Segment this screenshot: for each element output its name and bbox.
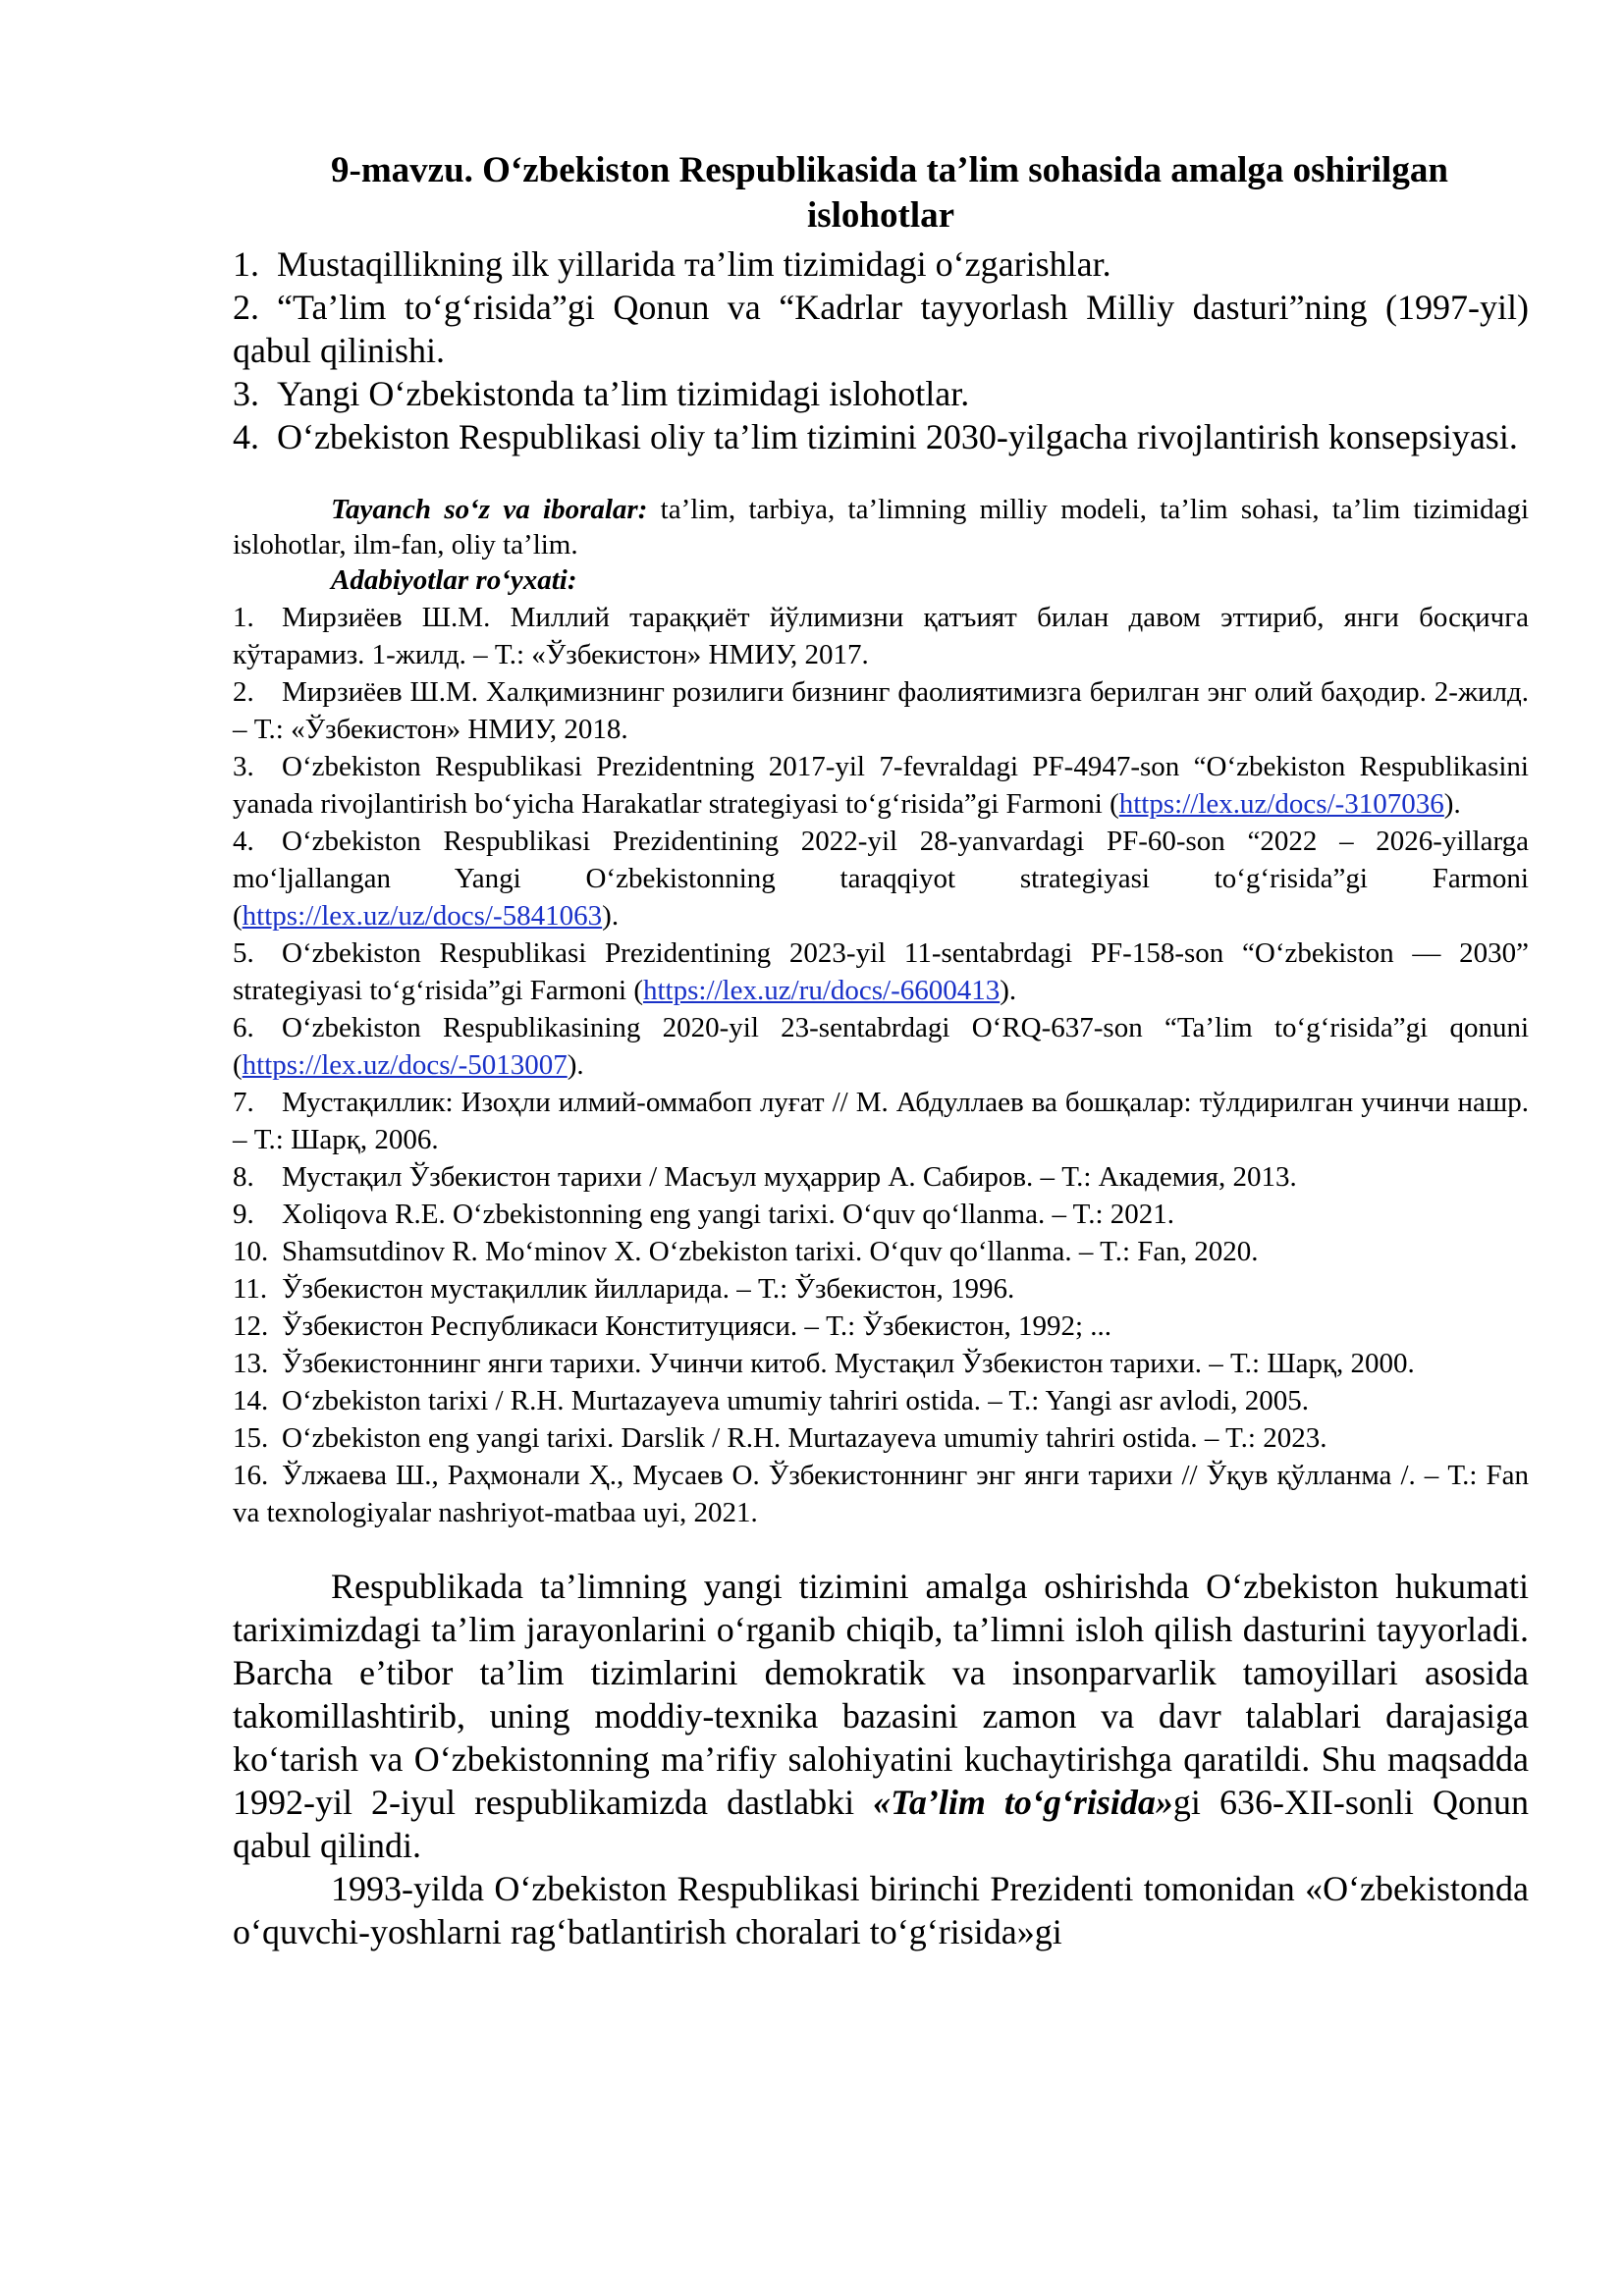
reference-item [233, 1084, 1529, 1158]
body-text [233, 1565, 1529, 1953]
reference-number: 16. [233, 1460, 269, 1491]
reference-number: 11. [233, 1273, 268, 1305]
reference-item [233, 1382, 1529, 1419]
topic-text: O‘zbekiston Respublikasi oliy ta’lim tizimini 2030-yilgacha rivojlantirish konsepsiyasi. [277, 417, 1518, 456]
reference-link[interactable]: https://lex.uz/docs/-3107036 [1118, 788, 1444, 820]
topic-text: Yangi O‘zbekistonda ta’lim tizimidagi islohotlar. [277, 374, 970, 413]
reference-number: 14. [233, 1385, 269, 1416]
reference-number: 6. [233, 1012, 254, 1043]
reference-number: 12. [233, 1310, 269, 1342]
reference-text-end: ). [1443, 788, 1461, 820]
topic-number: 4. [233, 417, 259, 456]
body-paragraph-1 [233, 1565, 1529, 1867]
reference-text: O‘zbekiston tarixi / R.H. Murtazayeva umumiy tahriri ostida. – T.: Yangi asr avlodi, 2005. [282, 1385, 1309, 1416]
law-title-emphasis: «Ta’lim to‘g‘risida» [873, 1783, 1173, 1822]
topic-item [233, 286, 1529, 372]
reference-number: 4. [233, 826, 254, 857]
topic-item [233, 415, 1529, 458]
topic-text: Mustaqillikning ilk yillarida тa’lim tizimidagi o‘zgarishlar. [277, 244, 1111, 284]
reference-number: 1. [233, 602, 254, 633]
reference-item [233, 934, 1529, 1009]
keywords-paragraph [233, 492, 1529, 562]
page-title [233, 148, 1529, 239]
reference-text: O‘zbekiston Respublikasining 2020-yil 23-sentabrdagi O‘RQ-637-son “Ta’lim to‘g‘risida”gi qonuni ( [233, 1012, 1529, 1081]
reference-item [233, 1233, 1529, 1270]
references-list [233, 599, 1529, 1531]
reference-text-end: ). [567, 1049, 584, 1081]
reference-text: Xoliqova R.E. O‘zbekistonning eng yangi tarixi. O‘quv qo‘llanma. – T.: 2021. [282, 1199, 1175, 1230]
reference-item [233, 823, 1529, 934]
reference-item [233, 1457, 1529, 1531]
reference-text: O‘zbekiston eng yangi tarixi. Darslik / R.H. Murtazayeva umumiy tahriri ostida. – T.: 2023. [282, 1422, 1327, 1454]
keywords-label: Tayanch so‘z va iboralar: [331, 494, 648, 525]
reference-text: O‘zbekiston Respublikasi Prezidentining 2022-yil 28-yanvardagi PF-60-son “2022 – 2026-yillarga mo‘ljallangan Yangi O‘zbekistonning taraqqiyot strategiyasi to‘g‘risida”gi Farmoni ( [233, 826, 1529, 932]
references-heading: Adabiyotlar ro‘yxati: [331, 564, 577, 596]
body-paragraph-2: 1993-yilda O‘zbekiston Respublikasi birinchi Prezidenti tomonidan «O‘zbekistonda o‘quvchi-yoshlarni rag‘batlantirish choralari to‘g‘risida»gi [233, 1869, 1529, 1951]
topic-number: 3. [233, 374, 259, 413]
reference-number: 9. [233, 1199, 254, 1230]
reference-text: O‘zbekiston Respublikasi Prezidentining 2023-yil 11-sentabrdagi PF-158-son “O‘zbekiston — 2030” strategiyasi to‘g‘risida”gi Farmoni ( [233, 937, 1529, 1006]
reference-item [233, 1158, 1529, 1196]
topic-number: 2. [233, 288, 259, 327]
topics-list [233, 242, 1529, 458]
reference-number: 10. [233, 1236, 269, 1267]
reference-number: 2. [233, 676, 254, 708]
topic-item [233, 242, 1529, 286]
keywords-text: ta’lim, tarbiya, ta’limning milliy modeli, ta’lim sohasi, ta’lim tizimidagi islohotlar, ilm-fan, oliy ta’lim. [233, 494, 1530, 561]
title-line-1: 9-mavzu. O‘zbekiston Respublikasida ta’lim sohasida amalga oshirilgan [331, 150, 1448, 190]
reference-item [233, 748, 1529, 823]
topic-item [233, 372, 1529, 415]
reference-link[interactable]: https://lex.uz/docs/-5013007 [242, 1049, 568, 1081]
reference-text: Ўзбекистон мустақиллик йилларида. – Т.: Ўзбекистон, 1996. [282, 1273, 1015, 1305]
reference-text: Мирзиёев Ш.М. Миллий тараққиёт йўлимизни қатъият билан давом эттириб, янги босқичга кўтарамиз. 1-жилд. – Т.: «Ўзбекистон» НМИУ, 2017. [233, 602, 1529, 670]
reference-item [233, 1308, 1529, 1345]
reference-text: Мирзиёев Ш.М. Халқимизнинг розилиги бизнинг фаолиятимизга берилган энг олий баҳодир. 2-жилд. – Т.: «Ўзбекистон» НМИУ, 2018. [233, 676, 1529, 745]
reference-item [233, 1270, 1529, 1308]
reference-text: Shamsutdinov R. Mo‘minov X. O‘zbekiston tarixi. O‘quv qo‘llanma. – T.: Fan, 2020. [282, 1236, 1259, 1267]
reference-link[interactable]: https://lex.uz/uz/docs/-5841063 [242, 900, 603, 932]
reference-number: 8. [233, 1161, 254, 1193]
reference-text: Ўзбекистоннинг янги тарихи. Учинчи китоб. Мустақил Ўзбекистон тарихи. – Т.: Шарқ, 2000. [282, 1348, 1415, 1379]
reference-item [233, 1009, 1529, 1084]
reference-text: O‘zbekiston Respublikasi Prezidentning 2017-yil 7-fevraldagi PF-4947-son “O‘zbekiston Respublikasini yanada rivojlantirish bo‘yicha Harakatlar strategiyasi to‘g‘risida”gi Farmoni ( [233, 751, 1529, 820]
reference-item [233, 1345, 1529, 1382]
title-line-2: islohotlar [806, 195, 955, 236]
reference-item [233, 673, 1529, 748]
topic-text: “Ta’lim to‘g‘risida”gi Qonun va “Kadrlar tayyorlash Milliy dasturi”ning (1997-yil) qabul qilinishi. [233, 288, 1529, 370]
reference-number: 13. [233, 1348, 269, 1379]
reference-item [233, 599, 1529, 673]
reference-number: 15. [233, 1422, 269, 1454]
reference-text: Мустақил Ўзбекистон тарихи / Масъул муҳаррир А. Сабиров. – Т.: Академия, 2013. [282, 1161, 1297, 1193]
reference-text-end: ). [1000, 975, 1017, 1006]
reference-number: 7. [233, 1087, 254, 1118]
reference-item [233, 1419, 1529, 1457]
body-paragraph-1-text: Respublikada ta’limning yangi tizimini amalga oshirishda O‘zbekiston hukumati tariximizdagi ta’lim jarayonlarini o‘rganib chiqib, ta’limni isloh qilish dasturini tayyorladi. Barcha e’tibor ta’lim tizimlarini demokratik va insonparvarlik tamoyillari asosida takomillashtirib, uning moddiy-texnika bazasini zamon va davr talablari darajasiga ko‘tarish va O‘zbekistonning ma’rifiy salohiyatini kuchaytirishga qaratildi. Shu maqsadda 1992-yil 2-iyul respublikamizda dastlabki [233, 1567, 1529, 1822]
reference-text-end: ). [602, 900, 620, 932]
reference-text: Ўзбекистон Республикаси Конституцияси. – Т.: Ўзбекистон, 1992; ... [282, 1310, 1112, 1342]
reference-number: 3. [233, 751, 254, 782]
topic-number: 1. [233, 244, 259, 284]
reference-text: Ўлжаева Ш., Раҳмонали Ҳ., Мусаев О. Ўзбекистоннинг энг янги тарихи // Ўқув қўлланма /. – Т.: Fan va texnologiyalar nashriyot-matbaa uyi, 2021. [233, 1460, 1529, 1528]
page-content [233, 148, 1529, 1953]
reference-number: 5. [233, 937, 254, 969]
body-paragraph-1-end: gi 636-XII-sonli Qonun qabul qilindi. [233, 1783, 1529, 1865]
reference-item [233, 1196, 1529, 1233]
reference-text: Мустақиллик: Изоҳли илмий-оммабоп луғат // М. Абдуллаев ва бошқалар: тўлдирилган учинчи нашр. – Т.: Шарқ, 2006. [233, 1087, 1529, 1155]
reference-link[interactable]: https://lex.uz/ru/docs/-6600413 [642, 975, 1001, 1006]
